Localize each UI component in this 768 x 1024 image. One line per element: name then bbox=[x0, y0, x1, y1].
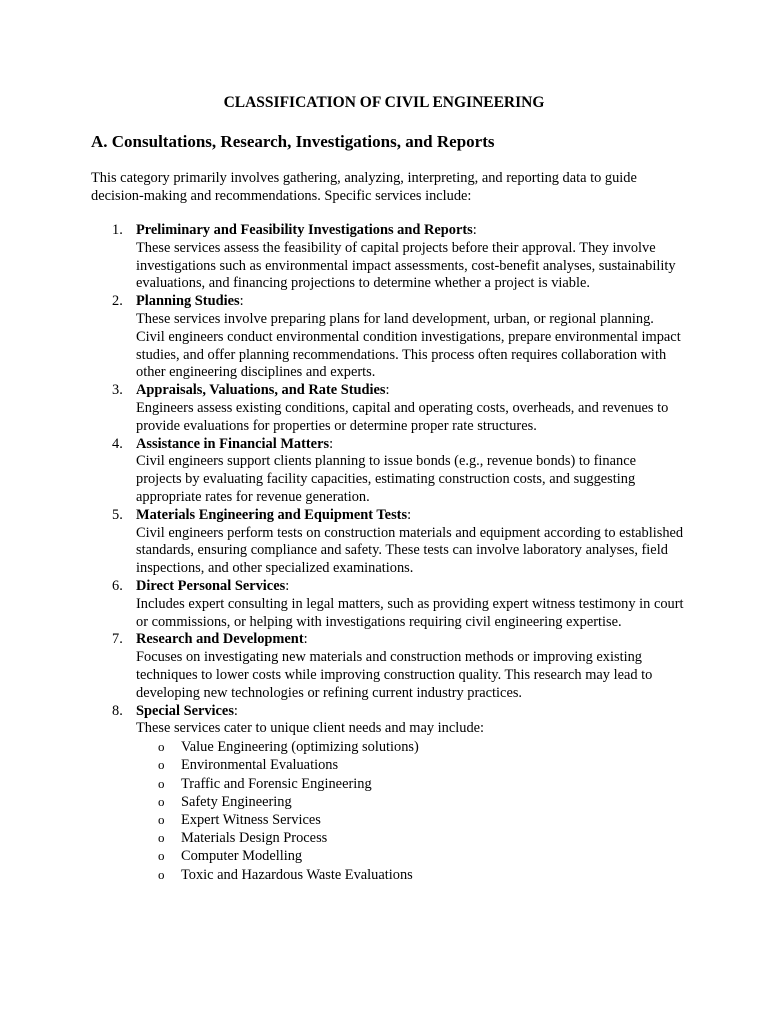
title-colon: : bbox=[233, 702, 238, 719]
service-description: Engineers assess existing conditions, capital and operating costs, overheads, and revenues to provide evaluations for properties or determine proper rate structures. bbox=[136, 399, 669, 434]
service-title: Materials Engineering and Equipment Tests bbox=[136, 506, 408, 523]
service-description: These services involve preparing plans for land development, urban, or regional planning. Civil engineers conduct environmental condition investigations, prepare environmental impact studies, and offer planning recommendations. This process often requires collaboration with other engineering disciplines and experts. bbox=[136, 310, 681, 381]
sub-list-item bbox=[136, 829, 684, 847]
bullet-icon: o bbox=[158, 830, 165, 846]
sub-item-text: Value Engineering (optimizing solutions) bbox=[181, 739, 419, 756]
service-item bbox=[0, 382, 768, 435]
service-description: These services cater to unique client needs and may include: bbox=[136, 720, 485, 737]
service-item bbox=[0, 507, 768, 578]
sub-item-text: Expert Witness Services bbox=[181, 811, 321, 828]
section-heading: A. Consultations, Research, Investigations, and Reports bbox=[91, 132, 495, 151]
service-item bbox=[0, 436, 768, 507]
service-title: Assistance in Financial Matters bbox=[136, 435, 330, 452]
sub-item-text: Environmental Evaluations bbox=[181, 757, 339, 774]
sub-item-text: Safety Engineering bbox=[181, 793, 292, 810]
service-number: 5. bbox=[112, 506, 123, 523]
service-description: Civil engineers support clients planning to issue bonds (e.g., revenue bonds) to finance projects by evaluating facility capacities, estimating construction costs, and suggesting appropriate rates for revenue generation. bbox=[136, 453, 636, 505]
service-number: 1. bbox=[112, 222, 123, 238]
service-item bbox=[0, 631, 768, 702]
bullet-icon: o bbox=[158, 775, 165, 791]
sub-list-item bbox=[136, 811, 684, 829]
service-description: Civil engineers perform tests on construction materials and equipment according to established standards, ensuring compliance and safety. These tests can involve laboratory analyses, field inspections, and other specialized examinations. bbox=[136, 524, 684, 577]
title-colon: : bbox=[303, 631, 308, 648]
service-number: 3. bbox=[112, 382, 123, 399]
title-colon: : bbox=[239, 293, 244, 310]
title-colon: : bbox=[385, 382, 390, 399]
bullet-icon: o bbox=[158, 793, 165, 809]
special-services-sublist bbox=[136, 738, 684, 884]
service-number: 2. bbox=[112, 293, 123, 310]
service-title: Direct Personal Services bbox=[136, 577, 286, 594]
bullet-icon: o bbox=[158, 757, 165, 773]
service-title: Special Services bbox=[136, 702, 234, 719]
service-item bbox=[0, 222, 768, 293]
services-list bbox=[0, 222, 768, 884]
sub-list-item bbox=[136, 847, 684, 865]
sub-list-item bbox=[136, 756, 684, 774]
bullet-icon: o bbox=[158, 848, 165, 864]
sub-list-item bbox=[136, 775, 684, 793]
bullet-icon: o bbox=[158, 811, 165, 827]
service-description: Focuses on investigating new materials and construction methods or improving existing techniques to lower costs while improving construction quality. This research may lead to developing new technologies or refining current industry practices. bbox=[136, 649, 653, 701]
service-item bbox=[0, 578, 768, 631]
sub-list-item bbox=[136, 738, 684, 756]
service-number: 4. bbox=[112, 435, 123, 452]
service-item bbox=[0, 293, 768, 382]
bullet-icon: o bbox=[158, 866, 165, 882]
sub-list-item bbox=[136, 866, 684, 884]
service-title: Appraisals, Valuations, and Rate Studies bbox=[136, 382, 386, 399]
service-number: 8. bbox=[112, 702, 123, 719]
service-item bbox=[0, 703, 768, 884]
service-description: These services assess the feasibility of capital projects before their approval. They involve investigations such as environmental impact assessments, cost-benefit analyses, sustainability evaluations, and financing projections to determine whether a project is viable. bbox=[136, 239, 676, 292]
intro-paragraph: This category primarily involves gathering, analyzing, interpreting, and reporting data to guide decision-making and recommendations. Specific services include: bbox=[91, 170, 637, 204]
sub-item-text: Computer Modelling bbox=[181, 848, 303, 865]
title-colon: : bbox=[329, 435, 334, 452]
sub-list-item bbox=[136, 793, 684, 811]
service-number: 7. bbox=[112, 631, 123, 648]
service-number: 6. bbox=[112, 577, 123, 594]
sub-item-text: Traffic and Forensic Engineering bbox=[181, 775, 372, 792]
sub-item-text: Materials Design Process bbox=[181, 830, 328, 847]
service-title: Preliminary and Feasibility Investigations and Reports bbox=[136, 222, 473, 238]
title-colon: : bbox=[472, 222, 477, 238]
service-title: Research and Development bbox=[136, 631, 304, 648]
service-title: Planning Studies bbox=[136, 293, 240, 310]
bullet-icon: o bbox=[158, 739, 165, 755]
title-colon: : bbox=[285, 577, 290, 594]
title-colon: : bbox=[407, 506, 412, 523]
service-description: Includes expert consulting in legal matters, such as providing expert witness testimony in court or commissions, or helping with investigations requiring civil engineering expertise. bbox=[136, 595, 684, 630]
sub-item-text: Toxic and Hazardous Waste Evaluations bbox=[181, 866, 413, 883]
document-title: CLASSIFICATION OF CIVIL ENGINEERING bbox=[223, 94, 545, 111]
